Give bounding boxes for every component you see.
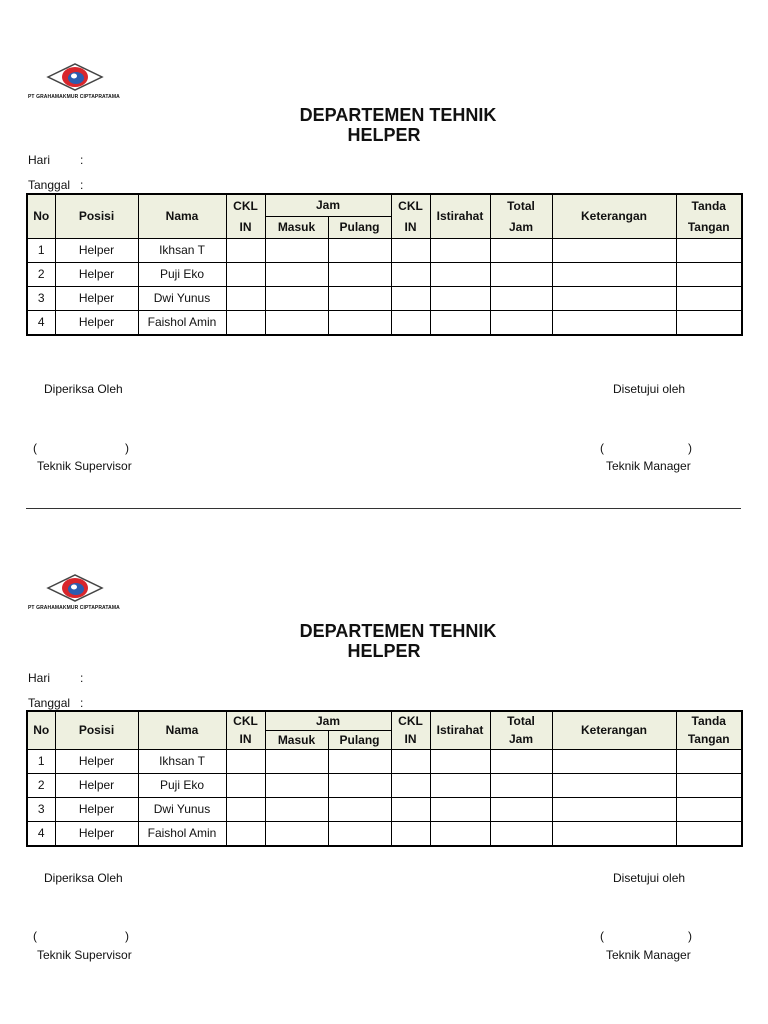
header-ckl-in-2-top: CKL (391, 194, 430, 216)
tanggal-label: Tanggal (28, 696, 71, 710)
cell-ckl-in-1[interactable] (226, 773, 265, 797)
supervisor-close-paren: ) (125, 441, 129, 455)
cell-total-jam[interactable] (490, 310, 552, 335)
header-tanda-bottom: Tangan (676, 730, 742, 749)
header-ckl-in-1-bottom: IN (226, 216, 265, 238)
cell-no: 3 (27, 286, 55, 310)
manager-open-paren: ( (600, 929, 604, 943)
header-ckl-in-2-bottom: IN (391, 216, 430, 238)
cell-ckl-in-2[interactable] (391, 238, 430, 262)
header-ckl-in-1-bottom: IN (226, 730, 265, 749)
cell-posisi: Helper (55, 797, 138, 821)
manager-open-paren: ( (600, 441, 604, 455)
cell-masuk[interactable] (265, 749, 328, 773)
table-row (27, 310, 742, 335)
header-total-top: Total (490, 194, 552, 216)
cell-posisi: Helper (55, 238, 138, 262)
approved-by-label: Disetujui oleh (613, 382, 686, 396)
cell-masuk[interactable] (265, 821, 328, 846)
cell-keterangan[interactable] (552, 797, 676, 821)
header-nama: Nama (138, 194, 226, 238)
tanggal-colon: : (80, 696, 84, 710)
cell-masuk[interactable] (265, 310, 328, 335)
cell-total-jam[interactable] (490, 749, 552, 773)
header-no: No (27, 711, 55, 749)
tanggal-label: Tanggal (28, 178, 71, 192)
header-total-bottom: Jam (490, 730, 552, 749)
cell-total-jam[interactable] (490, 238, 552, 262)
header-keterangan: Keterangan (552, 711, 676, 749)
cell-istirahat[interactable] (430, 797, 490, 821)
supervisor-title: Teknik Supervisor (37, 459, 132, 473)
cell-nama: Puji Eko (138, 773, 226, 797)
cell-no: 1 (27, 238, 55, 262)
header-ckl-in-1-top: CKL (226, 711, 265, 730)
cell-no: 4 (27, 310, 55, 335)
cell-no: 2 (27, 773, 55, 797)
cell-keterangan[interactable] (552, 310, 676, 335)
manager-close-paren: ) (688, 441, 692, 455)
cell-total-jam[interactable] (490, 262, 552, 286)
page-title: DEPARTEMEN TEHNIK (299, 621, 497, 641)
cell-istirahat[interactable] (430, 773, 490, 797)
cell-keterangan[interactable] (552, 262, 676, 286)
header-masuk: Masuk (265, 216, 328, 238)
supervisor-close-paren: ) (125, 929, 129, 943)
cell-pulang[interactable] (328, 797, 391, 821)
header-nama: Nama (138, 711, 226, 749)
cell-posisi: Helper (55, 749, 138, 773)
header-tanda-bottom: Tangan (676, 216, 742, 238)
cell-nama: Ikhsan T (138, 749, 226, 773)
cell-masuk[interactable] (265, 286, 328, 310)
page-subtitle: HELPER (347, 641, 421, 661)
header-pulang: Pulang (328, 216, 391, 238)
cell-nama: Dwi Yunus (138, 797, 226, 821)
cell-tanda-tangan[interactable] (676, 262, 742, 286)
table-row (27, 262, 742, 286)
cell-pulang[interactable] (328, 238, 391, 262)
cell-ckl-in-2[interactable] (391, 773, 430, 797)
table-row (27, 749, 742, 773)
cell-tanda-tangan[interactable] (676, 749, 742, 773)
cell-ckl-in-1[interactable] (226, 797, 265, 821)
cell-nama: Faishol Amin (138, 310, 226, 335)
cell-istirahat[interactable] (430, 238, 490, 262)
cell-keterangan[interactable] (552, 286, 676, 310)
cell-posisi: Helper (55, 262, 138, 286)
cell-istirahat[interactable] (430, 262, 490, 286)
cell-posisi: Helper (55, 821, 138, 846)
cell-posisi: Helper (55, 310, 138, 335)
supervisor-open-paren: ( (33, 441, 37, 455)
cell-tanda-tangan[interactable] (676, 286, 742, 310)
cell-ckl-in-1[interactable] (226, 749, 265, 773)
cell-total-jam[interactable] (490, 773, 552, 797)
cell-masuk[interactable] (265, 262, 328, 286)
cell-ckl-in-1[interactable] (226, 238, 265, 262)
manager-close-paren: ) (688, 929, 692, 943)
cell-ckl-in-2[interactable] (391, 286, 430, 310)
header-jam: Jam (265, 194, 391, 216)
tanggal-colon: : (80, 178, 84, 192)
table-row (27, 821, 742, 846)
cell-ckl-in-2[interactable] (391, 797, 430, 821)
approved-by-label: Disetujui oleh (613, 871, 686, 885)
section-divider (26, 508, 741, 509)
cell-no: 4 (27, 821, 55, 846)
cell-istirahat[interactable] (430, 821, 490, 846)
checked-by-label: Diperiksa Oleh (44, 382, 123, 396)
cell-keterangan[interactable] (552, 821, 676, 846)
cell-istirahat[interactable] (430, 310, 490, 335)
hari-colon: : (80, 671, 84, 685)
header-istirahat: Istirahat (430, 711, 490, 749)
cell-pulang[interactable] (328, 310, 391, 335)
supervisor-title: Teknik Supervisor (37, 948, 132, 962)
cell-pulang[interactable] (328, 773, 391, 797)
cell-tanda-tangan[interactable] (676, 238, 742, 262)
cell-keterangan[interactable] (552, 238, 676, 262)
cell-total-jam[interactable] (490, 821, 552, 846)
checked-by-label: Diperiksa Oleh (44, 871, 123, 885)
header-ckl-in-2-bottom: IN (391, 730, 430, 749)
cell-istirahat[interactable] (430, 286, 490, 310)
header-total-top: Total (490, 711, 552, 730)
cell-no: 2 (27, 262, 55, 286)
cell-ckl-in-2[interactable] (391, 749, 430, 773)
page-subtitle: HELPER (347, 125, 421, 145)
cell-nama: Ikhsan T (138, 238, 226, 262)
cell-masuk[interactable] (265, 797, 328, 821)
header-keterangan: Keterangan (552, 194, 676, 238)
hari-label: Hari (28, 153, 51, 167)
page-title: DEPARTEMEN TEHNIK (299, 105, 497, 125)
header-posisi: Posisi (55, 194, 138, 238)
header-jam: Jam (265, 711, 391, 730)
company-name: PT GRAHAMAKMUR CIPTAPRATAMA (28, 94, 120, 100)
cell-pulang[interactable] (328, 821, 391, 846)
cell-istirahat[interactable] (430, 749, 490, 773)
cell-tanda-tangan[interactable] (676, 821, 742, 846)
cell-ckl-in-1[interactable] (226, 262, 265, 286)
manager-title: Teknik Manager (606, 459, 691, 473)
company-name: PT GRAHAMAKMUR CIPTAPRATAMA (28, 605, 120, 611)
cell-ckl-in-1[interactable] (226, 286, 265, 310)
cell-ckl-in-2[interactable] (391, 310, 430, 335)
cell-total-jam[interactable] (490, 797, 552, 821)
cell-pulang[interactable] (328, 262, 391, 286)
cell-tanda-tangan[interactable] (676, 797, 742, 821)
attendance-table (26, 193, 743, 336)
manager-title: Teknik Manager (606, 948, 691, 962)
cell-tanda-tangan[interactable] (676, 773, 742, 797)
cell-total-jam[interactable] (490, 286, 552, 310)
hari-label: Hari (28, 671, 51, 685)
header-istirahat: Istirahat (430, 194, 490, 238)
header-tanda-top: Tanda (676, 711, 742, 730)
cell-nama: Dwi Yunus (138, 286, 226, 310)
cell-ckl-in-2[interactable] (391, 821, 430, 846)
cell-no: 3 (27, 797, 55, 821)
header-ckl-in-2-top: CKL (391, 711, 430, 730)
table-row (27, 286, 742, 310)
supervisor-open-paren: ( (33, 929, 37, 943)
header-total-bottom: Jam (490, 216, 552, 238)
table-row (27, 238, 742, 262)
cell-posisi: Helper (55, 286, 138, 310)
header-no: No (27, 194, 55, 238)
cell-posisi: Helper (55, 773, 138, 797)
cell-masuk[interactable] (265, 238, 328, 262)
cell-keterangan[interactable] (552, 773, 676, 797)
cell-ckl-in-1[interactable] (226, 821, 265, 846)
header-tanda-top: Tanda (676, 194, 742, 216)
cell-pulang[interactable] (328, 749, 391, 773)
header-ckl-in-1-top: CKL (226, 194, 265, 216)
cell-nama: Faishol Amin (138, 821, 226, 846)
cell-pulang[interactable] (328, 286, 391, 310)
header-pulang: Pulang (328, 730, 391, 749)
header-masuk: Masuk (265, 730, 328, 749)
cell-tanda-tangan[interactable] (676, 310, 742, 335)
table-row (27, 797, 742, 821)
company-logo-icon (44, 62, 106, 92)
hari-colon: : (80, 153, 84, 167)
company-logo-icon (44, 573, 106, 603)
cell-masuk[interactable] (265, 773, 328, 797)
attendance-table (26, 710, 743, 847)
cell-ckl-in-2[interactable] (391, 262, 430, 286)
cell-ckl-in-1[interactable] (226, 310, 265, 335)
cell-nama: Puji Eko (138, 262, 226, 286)
header-posisi: Posisi (55, 711, 138, 749)
table-row (27, 773, 742, 797)
cell-no: 1 (27, 749, 55, 773)
cell-keterangan[interactable] (552, 749, 676, 773)
